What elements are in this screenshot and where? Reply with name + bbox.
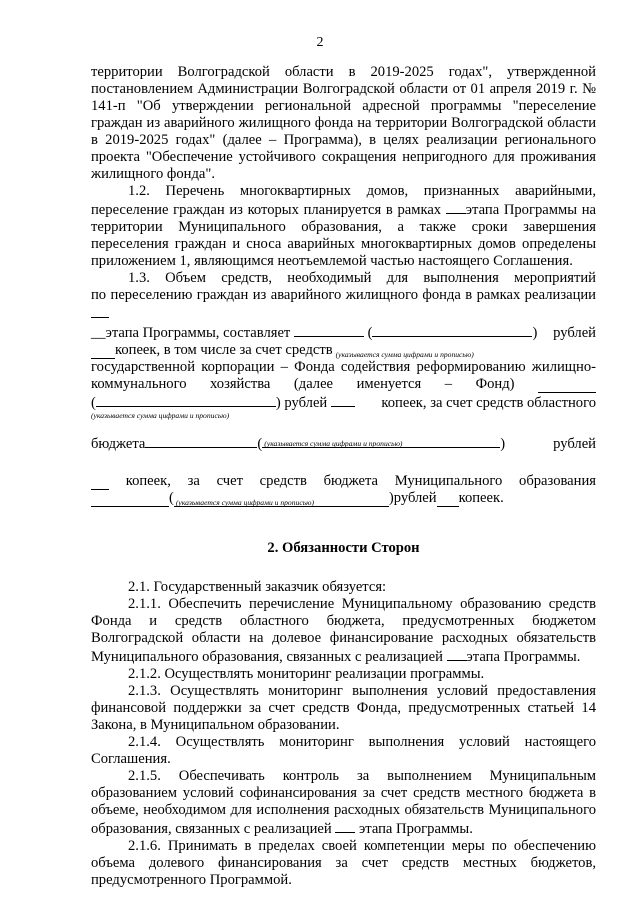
- clause-2-1-5-line-2: [91, 785, 596, 802]
- sum-words-blank: [372, 323, 532, 337]
- text: Волгоградской области на долевое финансирование расходных обязательств: [91, 630, 596, 646]
- text: рублей: [284, 395, 328, 411]
- text: Муниципального: [394, 473, 503, 489]
- text: бюджета: [323, 473, 379, 489]
- text: переселение граждан из которых планируется в рамках: [91, 202, 446, 218]
- text: 2.1.1. Обеспечить перечисление Муниципальному образованию средств: [128, 596, 596, 612]
- text: Фонда и средств областного бюджета, предусмотренных бюджетом: [91, 613, 596, 629]
- text: (далее: [293, 376, 334, 392]
- text: этапа Программы.: [466, 649, 581, 665]
- text: территории Волгоградской области в 2019-2025 годах", утвержденной: [91, 64, 596, 80]
- paragraph-1-1-cont-b: [91, 81, 596, 98]
- text: образования, связанных с реализацией: [91, 821, 336, 837]
- text: копеек, в том числе за счет средств: [115, 342, 333, 358]
- text: хозяйства: [210, 376, 271, 392]
- stage-blank: [91, 304, 109, 318]
- text: Фонд): [475, 376, 515, 392]
- text: копеек,: [125, 473, 171, 489]
- section-2-title: 2. Обязанности Сторон: [267, 540, 420, 556]
- hint-caption: (указывается сумма цифрами и прописью): [91, 411, 230, 420]
- paragraph-1-3-line-8: бюджета ( (указывается сумма цифрами и прописью) ) рублей: [91, 436, 596, 452]
- paragraph-1-1-cont-c: [91, 98, 596, 183]
- paragraph-1-3-line-4: [91, 342, 596, 359]
- text: 1.2. Перечень многоквартирных домов, признанных аварийными,: [128, 183, 596, 199]
- text: рублей: [553, 436, 596, 452]
- clause-2-1-3: 2.1.3. Осуществлять мониторинг выполнения условий предоставления финансовой поддержки за счет средств Фонда, предусмотренных статьей 14 Закона, в Муниципальном образовании.: [91, 683, 596, 733]
- text: постановлением Администрации Волгоградской области от 01 апреля 2019 г. №: [91, 81, 596, 97]
- text: этапа Программы на: [465, 202, 596, 218]
- clause-2-1-1-line-3: [91, 630, 596, 647]
- clause-2-1-2: 2.1.2. Осуществлять мониторинг реализации программы.: [128, 666, 485, 682]
- text: по переселению граждан из аварийного жилищного фонда в рамках реализации: [91, 287, 596, 303]
- text: 1.3. Объем средств, необходимый для выполнения мероприятий: [128, 270, 596, 286]
- sum-words-blank: [174, 493, 389, 507]
- text: рублей: [393, 490, 437, 506]
- sum-blank: [91, 493, 169, 507]
- paragraph-1-3-line-9: [91, 473, 596, 490]
- paragraph-1-3-line-5: [91, 359, 596, 376]
- text: рублей: [553, 325, 596, 341]
- paragraph-1-3-line-6: [91, 376, 596, 393]
- stage-blank: [447, 647, 467, 661]
- paragraph-1-2-line-2: [91, 200, 596, 219]
- text: копеек, за счет средств областного: [381, 395, 596, 411]
- kop-blank: [331, 393, 355, 407]
- text: территории Муниципального образования, а также сроки завершения переселения граждан и сноса аварийных многоквартирных домов определены приложением 1, являющимся неотъемлемой частью настоящего Соглашения.: [91, 219, 596, 269]
- text: 141-п "Об утверждении региональной адресной программы "переселение граждан из аварийного жилищного фонда на территории Волгоградской области в 2019-2025 годах" (далее – Программа), в целях реализации регионального проекта "Обеспечение устойчивого сокращения непригодного для проживания жилищного фонда".: [91, 98, 596, 182]
- clause-2-1-5-line-1: [91, 768, 596, 785]
- text: средств: [259, 473, 307, 489]
- clause-2-1: 2.1. Государственный заказчик обязуется:: [128, 579, 387, 595]
- text: коммунального: [91, 376, 187, 392]
- clause-2-1-1-line-2: [91, 613, 596, 630]
- page-number: 2: [316, 35, 324, 50]
- paragraph-1-1-cont-a: [91, 64, 596, 81]
- paragraph-1-3-line-7: ( ) рублей копеек, за счет средств областного: [91, 395, 596, 411]
- kop-blank: [91, 345, 115, 359]
- clause-2-1-1-line-4: [91, 647, 596, 666]
- text: бюджета: [91, 436, 146, 452]
- text: __этапа Программы, составляет: [91, 325, 291, 341]
- hint-caption: (указывается сумма цифрами и прописью): [264, 439, 403, 448]
- paragraph-1-3-line-1: [91, 270, 596, 287]
- text: 2.1.5. Обеспечивать контроль за выполнением Муниципальным: [128, 768, 596, 784]
- clause-2-1-4: 2.1.4. Осуществлять мониторинг выполнения условий настоящего Соглашения.: [91, 734, 596, 767]
- paragraph-1-3-line-2: [91, 287, 596, 323]
- text: за: [187, 473, 200, 489]
- paragraph-1-2-rest: [91, 219, 596, 270]
- clause-2-1-6: 2.1.6. Принимать в пределах своей компетенции меры по обеспечению объема долевого финансирования за счет средств местных бюджетов, предусмотренного Программой.: [91, 838, 596, 888]
- clause-2-1-5-line-3: [91, 802, 596, 819]
- sum-blank: [145, 434, 257, 448]
- text: счет: [216, 473, 243, 489]
- text: Муниципального образования, связанных с реализацией: [91, 649, 447, 665]
- text: образованием условий софинансирования за счет средств местного бюджета в: [91, 785, 596, 801]
- text: этапа Программы.: [355, 821, 473, 837]
- blank: [538, 379, 596, 393]
- text: именуется: [356, 376, 422, 392]
- sum-blank: [294, 323, 364, 337]
- kop-blank: [91, 476, 109, 490]
- paragraph-1-3-line-10: ( (указывается сумма цифрами и прописью) ) рублей копеек.: [91, 490, 596, 507]
- sum-words-blank: [96, 393, 276, 407]
- sum-words-blank: [262, 434, 500, 448]
- kop-blank: [437, 493, 459, 507]
- paragraph-1-2-line-1: [91, 183, 596, 200]
- text: копеек.: [458, 490, 504, 506]
- text: государственной корпорации – Фонда содействия реформированию жилищно-: [91, 359, 596, 375]
- paragraph-1-3-line-3: __этапа Программы, составляет ( ) рублей: [91, 325, 596, 341]
- hint-caption: (указывается сумма цифрами и прописью): [175, 498, 315, 507]
- text: –: [444, 376, 453, 392]
- text: объеме, необходимом для исполнения расходных обязательств Муниципального: [91, 802, 596, 818]
- clause-2-1-5-line-4: [91, 819, 596, 838]
- text: образования: [519, 473, 596, 489]
- document-body: [91, 64, 596, 889]
- stage-blank: [335, 819, 355, 833]
- clause-2-1-1-line-1: [91, 596, 596, 613]
- hint-caption: (указывается сумма цифрами и прописью): [335, 350, 474, 359]
- stage-blank: [446, 200, 466, 214]
